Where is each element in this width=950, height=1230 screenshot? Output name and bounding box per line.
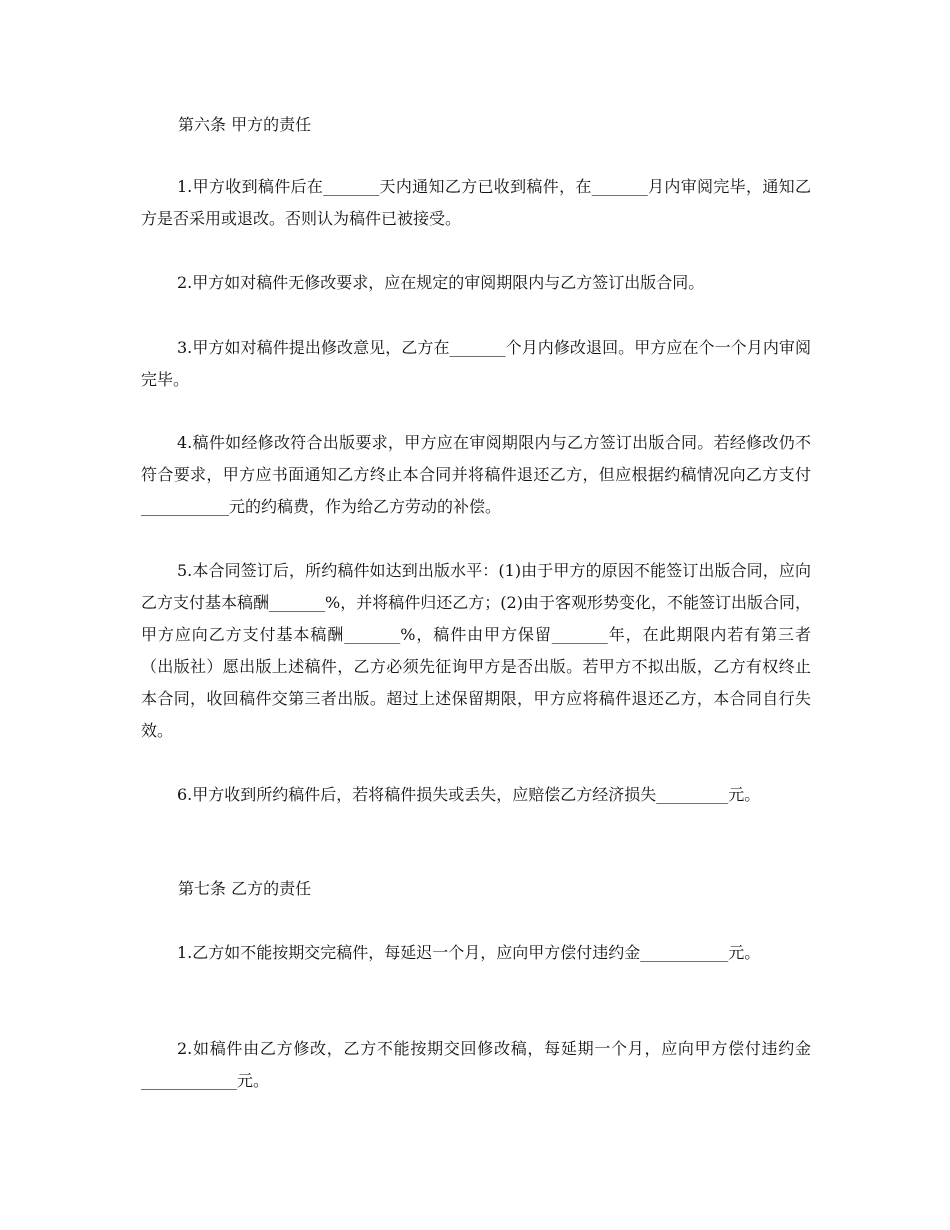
article-6-item-3: 3.甲方如对稿件提出修改意见，乙方在_______个月内修改退回。甲方应在个一个月内审阅完毕。 bbox=[141, 338, 811, 389]
article-6-item-4: 4.稿件如经修改符合出版要求，甲方应在审阅期限内与乙方签订出版合同。若经修改仍不符合要求，甲方应书面通知乙方终止本合同并将稿件退还乙方，但应根据约稿情况向乙方支付___________元的约稿费，作为给乙方劳动的补偿。 bbox=[141, 433, 811, 516]
article-7-heading: 第七条 乙方的责任 bbox=[178, 879, 312, 898]
article-7-item-2: 2.如稿件由乙方修改，乙方不能按期交回修改稿，每延期一个月，应向甲方偿付违约金____________元。 bbox=[141, 1039, 811, 1090]
article-6-item-1: 1.甲方收到稿件后在_______天内通知乙方已收到稿件，在_______月内审阅完毕，通知乙方是否采用或退改。否则认为稿件已被接受。 bbox=[141, 177, 811, 228]
article-6-item-5: 5.本合同签订后，所约稿件如达到出版水平：(1)由于甲方的原因不能签订出版合同，应向乙方支付基本稿酬_______%，并将稿件归还乙方；(2)由于客观形势变化，不能签订出版合同，甲方应向乙方支付基本稿酬_______%，稿件由甲方保留_______年，在此期限内若有第三者（出版社）愿出版上述稿件，乙方必须先征询甲方是否出版。若甲方不拟出版，乙方有权终止本合同，收回稿件交第三者出版。超过上述保留期限，甲方应将稿件退还乙方，本合同自行失效。 bbox=[141, 561, 811, 740]
article-6-item-6: 6.甲方收到所约稿件后，若将稿件损失或丢失，应赔偿乙方经济损失_________元。 bbox=[177, 785, 761, 804]
article-7-item-1: 1.乙方如不能按期交完稿件，每延迟一个月，应向甲方偿付违约金___________元。 bbox=[177, 943, 761, 962]
article-6-heading: 第六条 甲方的责任 bbox=[178, 115, 312, 134]
article-6-item-2: 2.甲方如对稿件无修改要求，应在规定的审阅期限内与乙方签订出版合同。 bbox=[177, 273, 705, 292]
